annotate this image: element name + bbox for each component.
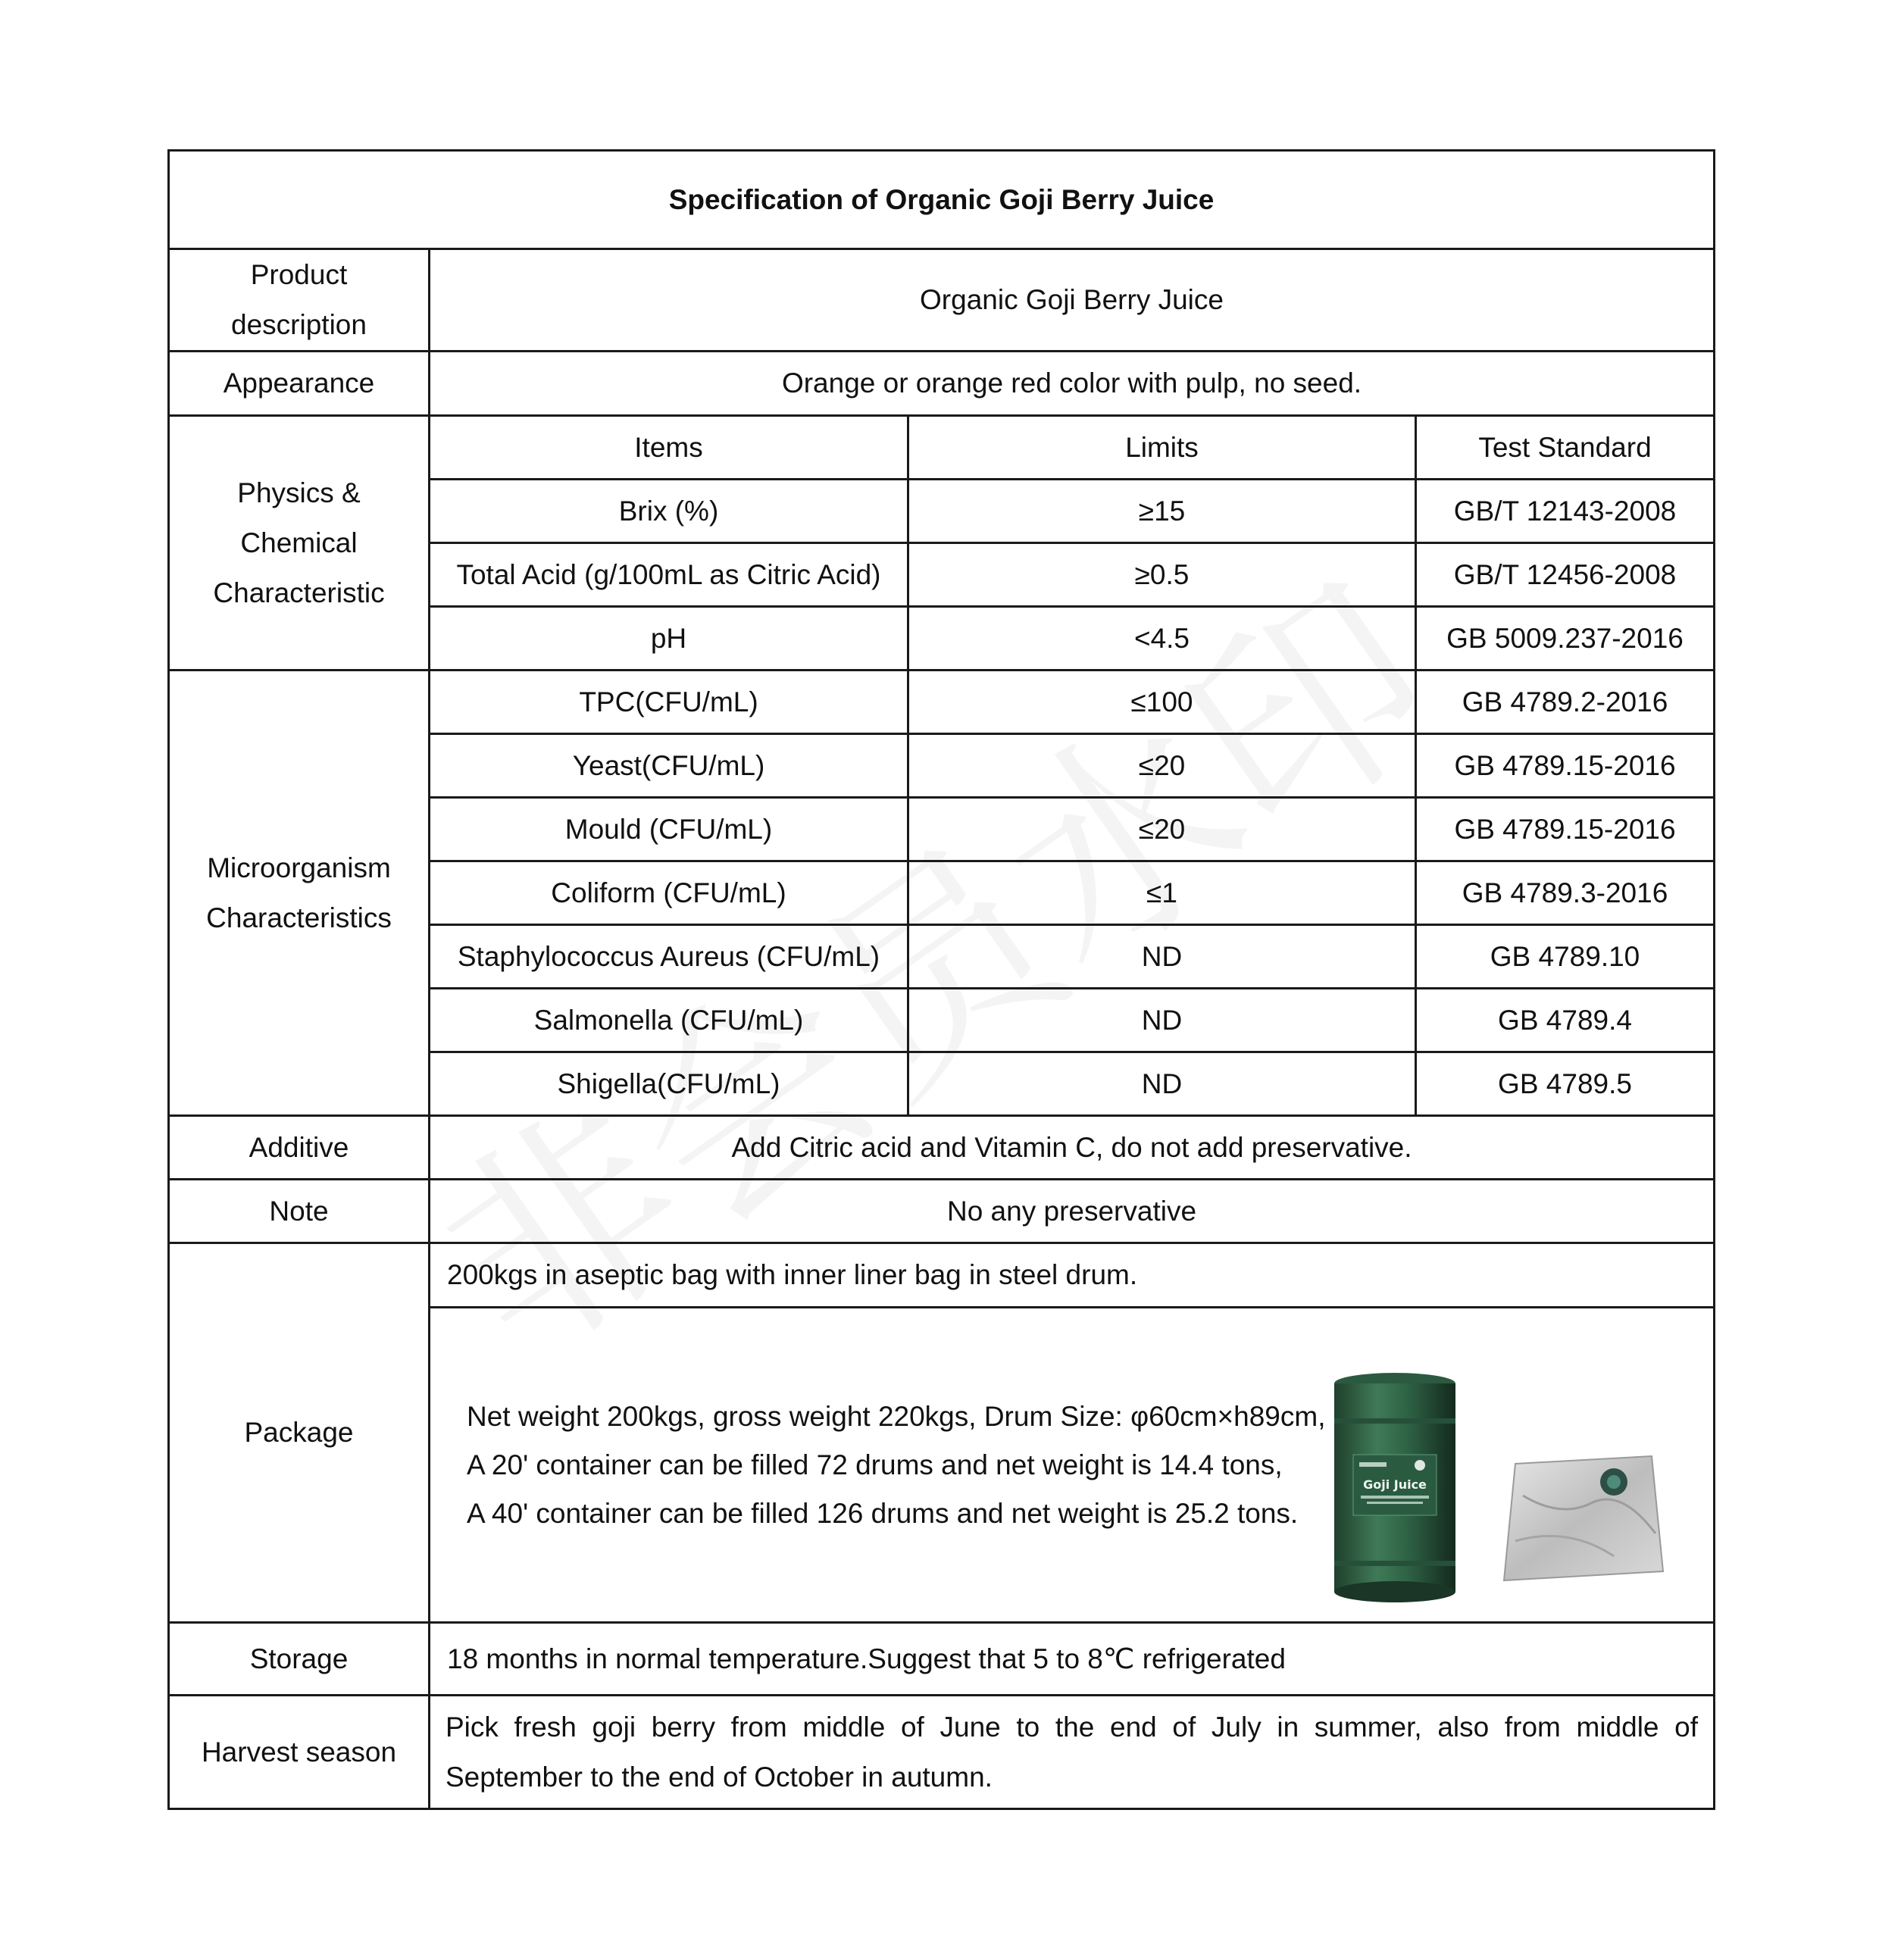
note-label: Note bbox=[169, 1180, 430, 1243]
spec-table bbox=[167, 149, 1715, 1810]
appearance-value: Orange or orange red color with pulp, no seed. bbox=[430, 352, 1715, 416]
micro-label: Microorganism Characteristics bbox=[169, 671, 430, 1116]
standard-cell: GB 4789.2-2016 bbox=[1416, 671, 1715, 734]
package-label: Package bbox=[169, 1243, 430, 1623]
limit-cell: ≤1 bbox=[908, 861, 1416, 925]
additive-label: Additive bbox=[169, 1116, 430, 1180]
standard-cell: GB 4789.4 bbox=[1416, 989, 1715, 1052]
limit-cell: ≤100 bbox=[908, 671, 1416, 734]
additive-value: Add Citric acid and Vitamin C, do not add preservative. bbox=[430, 1116, 1715, 1180]
item-cell: Staphylococcus Aureus (CFU/mL) bbox=[430, 925, 908, 989]
limit-cell: ≥0.5 bbox=[908, 543, 1416, 607]
standard-cell: GB 5009.237-2016 bbox=[1416, 607, 1715, 671]
package-line1: 200kgs in aseptic bag with inner liner bag in steel drum. bbox=[430, 1243, 1715, 1308]
item-cell: Salmonella (CFU/mL) bbox=[430, 989, 908, 1052]
item-cell: Shigella(CFU/mL) bbox=[430, 1052, 908, 1116]
limit-cell: ≥15 bbox=[908, 480, 1416, 543]
storage-value: 18 months in normal temperature.Suggest that 5 to 8℃ refrigerated bbox=[430, 1623, 1715, 1696]
table-title: Specification of Organic Goji Berry Juice bbox=[169, 151, 1715, 249]
header-standard: Test Standard bbox=[1416, 416, 1715, 480]
standard-cell: GB 4789.5 bbox=[1416, 1052, 1715, 1116]
item-cell: Total Acid (g/100mL as Citric Acid) bbox=[430, 543, 908, 607]
limit-cell: ND bbox=[908, 989, 1416, 1052]
item-cell: Brix (%) bbox=[430, 480, 908, 543]
steel-drum-image bbox=[1330, 1371, 1459, 1604]
product-label: Product description bbox=[169, 249, 430, 352]
standard-cell: GB 4789.15-2016 bbox=[1416, 734, 1715, 798]
package-detail-line: A 20' container can be filled 72 drums and net weight is 14.4 tons, bbox=[467, 1449, 1283, 1480]
limit-cell: <4.5 bbox=[908, 607, 1416, 671]
package-detail-line: A 40' container can be filled 126 drums and net weight is 25.2 tons. bbox=[467, 1498, 1299, 1529]
header-limits: Limits bbox=[908, 416, 1416, 480]
harvest-label: Harvest season bbox=[169, 1696, 430, 1809]
limit-cell: ND bbox=[908, 925, 1416, 989]
standard-cell: GB 4789.10 bbox=[1416, 925, 1715, 989]
package-detail-text bbox=[464, 1393, 1326, 1538]
limit-cell: ND bbox=[908, 1052, 1416, 1116]
physics-label: Physics & Chemical Characteristic bbox=[169, 416, 430, 671]
item-cell: Coliform (CFU/mL) bbox=[430, 861, 908, 925]
harvest-value: Pick fresh goji berry from middle of June to the end of July in summer, also from middle of September to the end of October in autumn. bbox=[430, 1696, 1715, 1809]
limit-cell: ≤20 bbox=[908, 734, 1416, 798]
package-detail-line: Net weight 200kgs, gross weight 220kgs, Drum Size: φ60cm×h89cm, bbox=[467, 1401, 1326, 1432]
header-items: Items bbox=[430, 416, 908, 480]
note-value: No any preservative bbox=[430, 1180, 1715, 1243]
limit-cell: ≤20 bbox=[908, 798, 1416, 861]
standard-cell: GB 4789.3-2016 bbox=[1416, 861, 1715, 925]
drum-label: Goji Juice bbox=[1363, 1477, 1427, 1492]
product-value: Organic Goji Berry Juice bbox=[430, 249, 1715, 352]
item-cell: TPC(CFU/mL) bbox=[430, 671, 908, 734]
appearance-label: Appearance bbox=[169, 352, 430, 416]
aseptic-bag-image bbox=[1500, 1450, 1667, 1585]
standard-cell: GB/T 12456-2008 bbox=[1416, 543, 1715, 607]
table-row bbox=[169, 671, 1715, 734]
standard-cell: GB 4789.15-2016 bbox=[1416, 798, 1715, 861]
item-cell: pH bbox=[430, 607, 908, 671]
item-cell: Yeast(CFU/mL) bbox=[430, 734, 908, 798]
standard-cell: GB/T 12143-2008 bbox=[1416, 480, 1715, 543]
item-cell: Mould (CFU/mL) bbox=[430, 798, 908, 861]
storage-label: Storage bbox=[169, 1623, 430, 1696]
package-detail-cell bbox=[430, 1308, 1715, 1623]
